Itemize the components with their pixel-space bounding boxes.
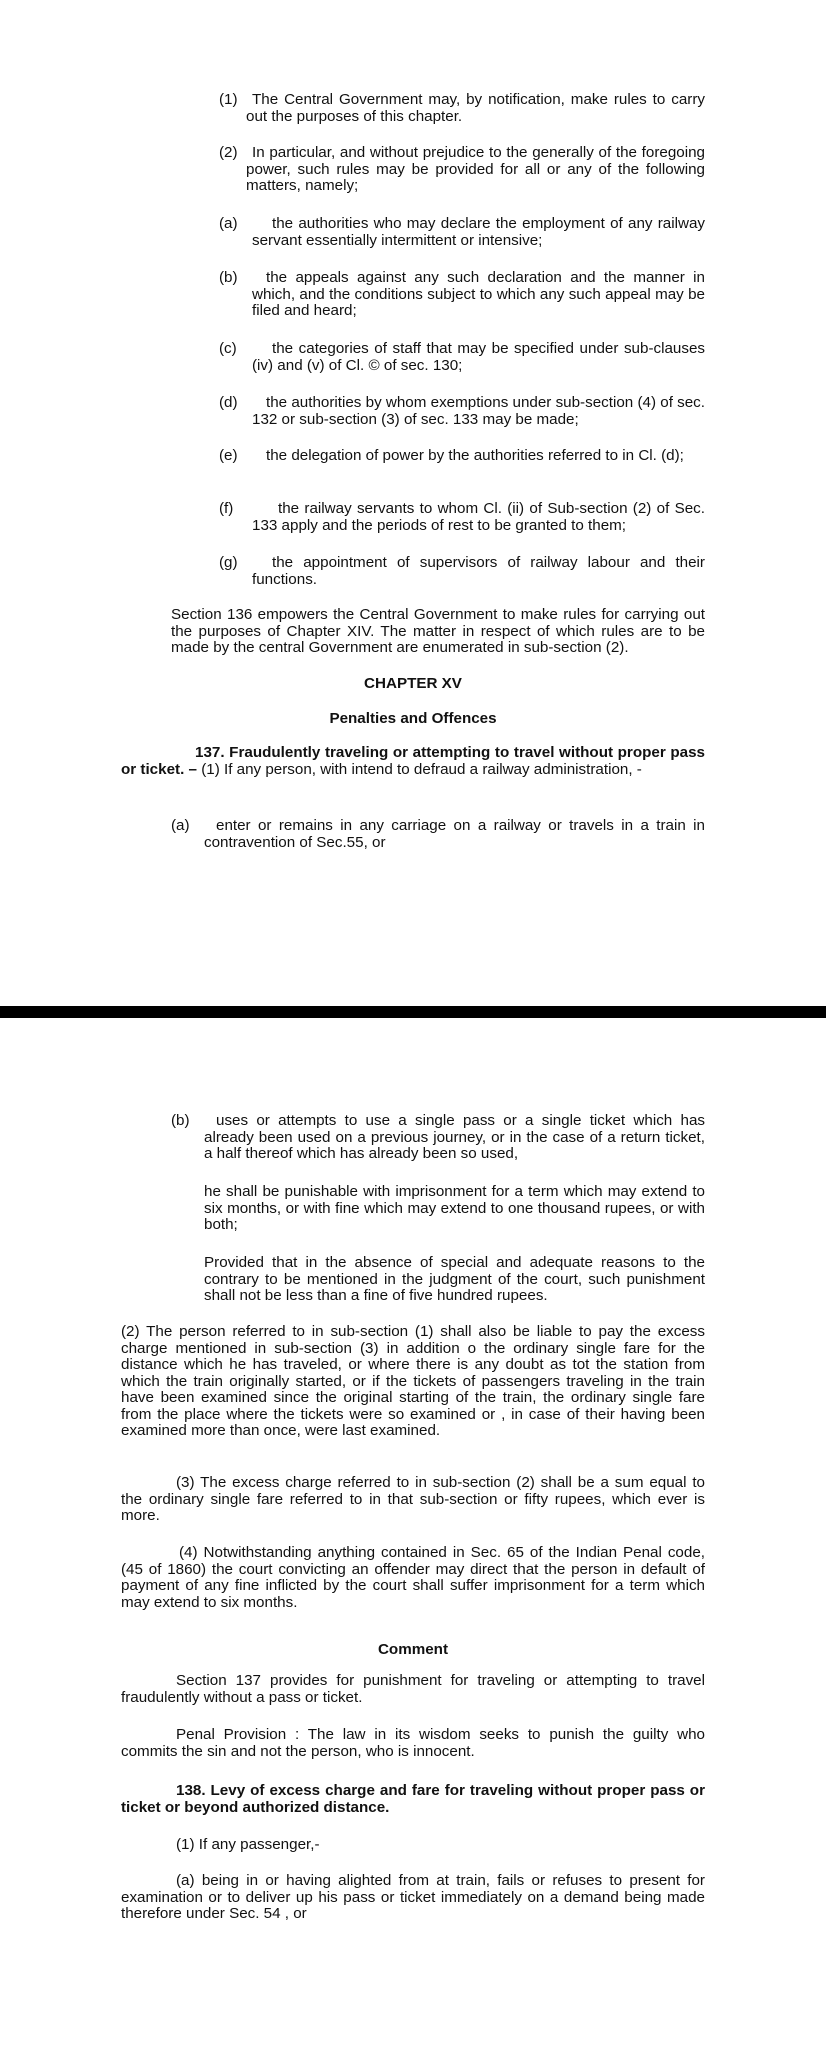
sub-section-4: (4) Notwithstanding anything contained in Sec. 65 of the Indian Penal code, (45 of 1860) the court convicting an offender may direct that the person in default of payment of any fine inflicted by the court shall suffer imprisonment for a term which may extend to six months. (121, 1544, 705, 1611)
sub-section-2: (2) The person referred to in sub-section (1) shall also be liable to pay the excess charge mentioned in sub-section (3) in addition o the ordinary single fare for the distance which he has traveled, or where there is any doubt as tot the station from which the train originally started, or if the tickets of passengers traveling in the train have been examined since the original starting of the train, the ordinary single fare from the place where the tickets were so examined or , in case of their having been examined more than once, were last examined. (121, 1323, 705, 1439)
section-137-text: (1) If any person, with intend to defraud a railway administration, - (196, 760, 642, 778)
item-text: In particular, and without prejudice to the generally of the foregoing power, such rules may be provided for all or any of the following matters, namely; (246, 144, 705, 194)
document-page-2 (0, 1018, 826, 2059)
comment-paragraph-1: Section 137 provides for punishment for traveling or attempting to travel fraudulently without a pass or ticket. (121, 1672, 705, 1706)
page-divider (0, 1006, 826, 1018)
item-text: the authorities who may declare the employment of any railway servant essentially intermittent or intensive; (252, 215, 705, 249)
item-label: (f) (219, 500, 234, 517)
section-137-heading: 137. Fraudulently traveling or attempting to travel without proper pass or ticket. – (121, 744, 705, 778)
item-text: the railway servants to whom Cl. (ii) of Sub-section (2) of Sec. 133 apply and the periods of rest to be granted to them; (252, 500, 705, 534)
item-label: (a) (219, 215, 238, 232)
comment-paragraph-2: Penal Provision : The law in its wisdom seeks to punish the guilty who commits the sin and not the person, who is innocent. (121, 1726, 705, 1760)
item-text: enter or remains in any carriage on a railway or travels in a train in contravention of Sec.55, or (204, 817, 705, 851)
item-label: (2) (219, 144, 238, 161)
section-138-heading: 138. Levy of excess charge and fare for traveling without proper pass or ticket or beyond authorized distance. (121, 1782, 705, 1816)
section-138-clause-a: (a) being in or having alighted from at train, fails or refuses to present for examination or to deliver up his pass or ticket immediately on a demand being made therefore under Sec. 54 , or (121, 1872, 705, 1922)
item-label: (e) (219, 447, 238, 464)
document-page-1 (0, 0, 826, 1006)
item-label: (b) (171, 1112, 190, 1129)
section-137-intro (121, 745, 705, 778)
proviso-text: Provided that in the absence of special and adequate reasons to the contrary to be mentioned in the judgment of the court, such punishment shall not be less than a fine of five hundred rupees. (204, 1254, 705, 1304)
item-label: (g) (219, 554, 238, 571)
chapter-title: Penalties and Offences (329, 710, 497, 727)
comment-heading: Comment (377, 1641, 449, 1658)
item-text: the authorities by whom exemptions under sub-section (4) of sec. 132 or sub-section (3) of sec. 133 may be made; (252, 394, 705, 428)
item-text: the appointment of supervisors of railway labour and their functions. (252, 554, 705, 588)
item-text: the appeals against any such declaration and the manner in which, and the conditions subject to which any such appeal may be filed and heard; (252, 269, 705, 319)
sub-section-3: (3) The excess charge referred to in sub-section (2) shall be a sum equal to the ordinary single fare referred to in that sub-section or fifty rupees, which ever is more. (121, 1474, 705, 1524)
item-label: (d) (219, 394, 238, 411)
section-136-summary: Section 136 empowers the Central Government to make rules for carrying out the purposes of Chapter XIV. The matter in respect of which rules are to be made by the central Government are enumerated in sub-section (2). (171, 606, 705, 656)
item-label: (a) (171, 817, 190, 834)
item-label: (c) (219, 340, 237, 357)
item-text: the delegation of power by the authorities referred to in Cl. (d); (266, 447, 684, 464)
item-label: (1) (219, 91, 238, 108)
item-label: (b) (219, 269, 238, 286)
section-138-sub-1: (1) If any passenger,- (176, 1836, 320, 1853)
chapter-heading: CHAPTER XV (364, 675, 462, 692)
item-text: the categories of staff that may be specified under sub-clauses (iv) and (v) of Cl. © of sec. 130; (252, 340, 705, 374)
punishment-text: he shall be punishable with imprisonment for a term which may extend to six months, or with fine which may extend to one thousand rupees, or with both; (204, 1183, 705, 1233)
item-text: uses or attempts to use a single pass or a single ticket which has already been used on a previous journey, or in the case of a return ticket, a half thereof which has already been so used, (204, 1112, 705, 1162)
item-text: The Central Government may, by notification, make rules to carry out the purposes of this chapter. (246, 91, 705, 125)
